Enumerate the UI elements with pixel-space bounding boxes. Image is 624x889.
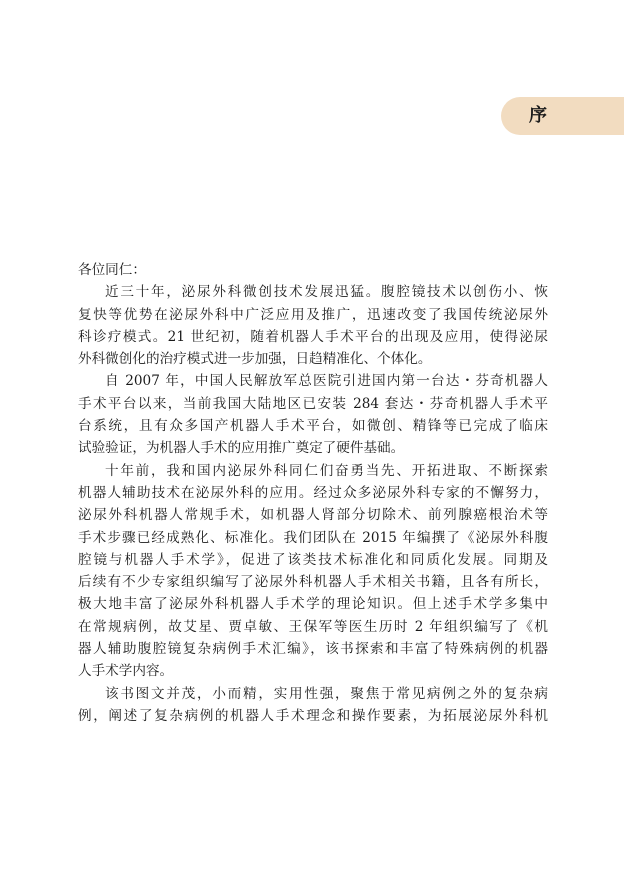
paragraph-4 <box>78 683 548 728</box>
paragraph-line: 外科微创化的治疗模式进一步加强，日趋精准化、个体化。 <box>78 351 432 368</box>
paragraph-line: 腔镜与机器人手术学》，促进了该类技术标准化和同质化发展。同期及 <box>78 551 548 568</box>
paragraph-line: 人手术学内容。 <box>78 663 174 680</box>
paragraph-line: 泌尿外科机器人常规手术，如机器人肾部分切除术、前列腺癌根治术等 <box>78 507 548 524</box>
paragraph-1 <box>78 281 548 370</box>
paragraph-line: 科诊疗模式。21 世纪初，随着机器人手术平台的出现及应用，使得泌尿 <box>78 328 548 345</box>
paragraph-line: 手术步骤已经成熟化、标准化。我们团队在 2015 年编撰了《泌尿外科腹 <box>78 529 548 546</box>
section-tab <box>501 97 624 135</box>
paragraph-line: 该书图文并茂，小而精，实用性强，聚焦于常见病例之外的复杂病 <box>105 685 548 702</box>
preface-body <box>78 259 548 727</box>
paragraph-line: 十年前，我和国内泌尿外科同仁们奋勇当先、开拓进取、不断探索 <box>105 462 548 479</box>
paragraph-line: 例，阐述了复杂病例的机器人手术理念和操作要素，为拓展泌尿外科机 <box>78 707 548 724</box>
paragraph-line: 机器人辅助技术在泌尿外科的应用。经过众多泌尿外科专家的不懈努力， <box>78 484 548 501</box>
paragraph-line: 试验验证，为机器人手术的应用推广奠定了硬件基础。 <box>78 440 405 457</box>
paragraph-line: 极大地丰富了泌尿外科机器人手术学的理论知识。但上述手术学多集中 <box>78 596 548 613</box>
paragraph-line: 台系统，且有众多国产机器人手术平台，如微创、精锋等已完成了临床 <box>78 418 548 435</box>
paragraph-line: 手术平台以来，当前我国大陆地区已安装 284 套达・芬奇机器人手术平 <box>78 395 548 412</box>
paragraph-2 <box>78 370 548 459</box>
section-title: 序 <box>529 105 547 126</box>
paragraph-3 <box>78 460 548 683</box>
salutation: 各位同仁： <box>78 262 146 278</box>
paragraph-line: 器人辅助腹腔镜复杂病例手术汇编》，该书探索和丰富了特殊病例的机器 <box>78 641 548 658</box>
paragraph-line: 在常规病例，故艾星、贾卓敏、王保军等医生历时 2 年组织编写了《机 <box>78 618 548 635</box>
paragraph-line: 复快等优势在泌尿外科中广泛应用及推广，迅速改变了我国传统泌尿外 <box>78 306 548 323</box>
paragraph-line: 近三十年，泌尿外科微创技术发展迅猛。腹腔镜技术以创伤小、恢 <box>105 284 548 301</box>
paragraph-line: 自 2007 年，中国人民解放军总医院引进国内第一台达・芬奇机器人 <box>105 373 548 390</box>
paragraph-line: 后续有不少专家组织编写了泌尿外科机器人手术相关书籍，且各有所长， <box>78 574 548 591</box>
